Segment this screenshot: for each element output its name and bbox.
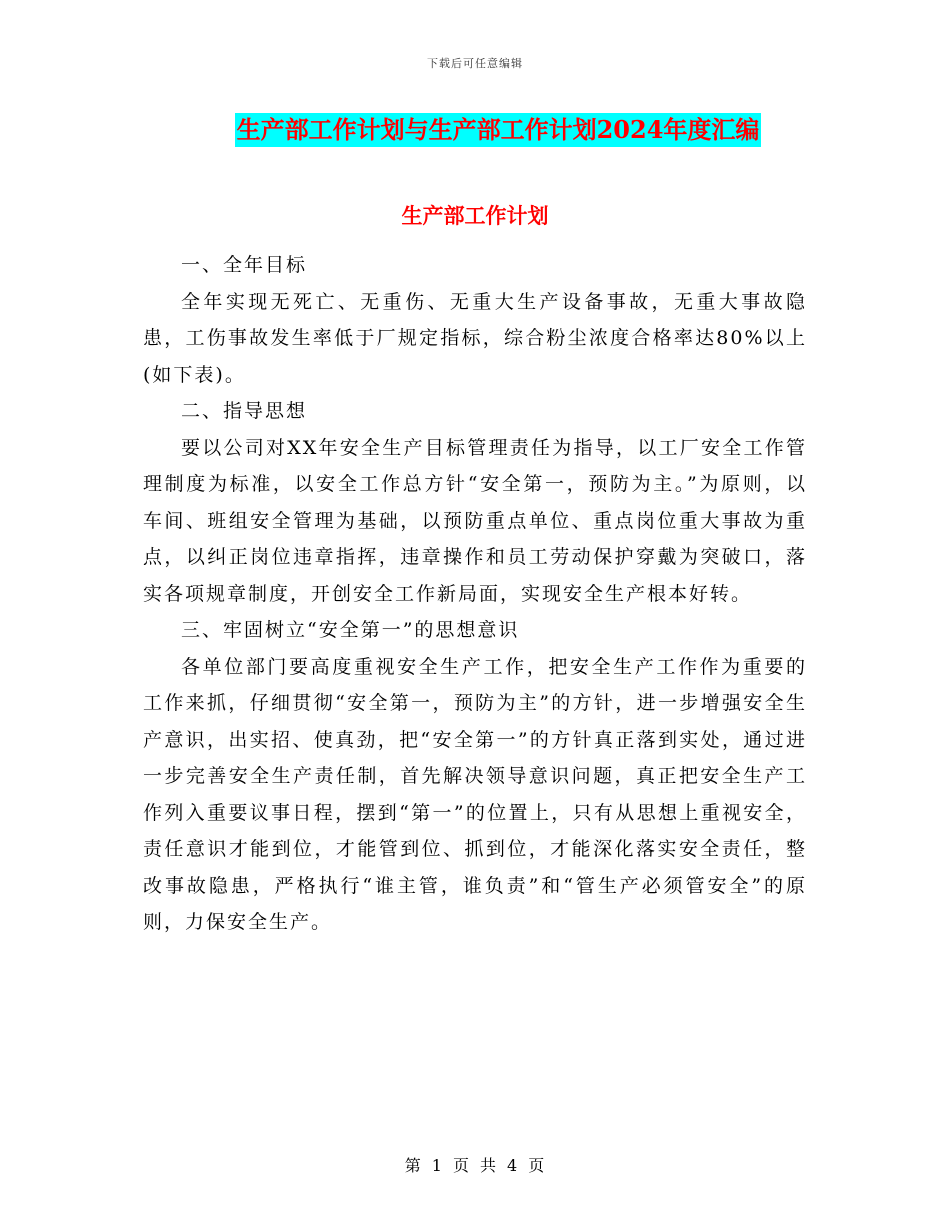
footer-total-pages: 4: [507, 1156, 519, 1175]
heading-goals: 一、全年目标: [181, 254, 308, 276]
paragraph-guiding-idea: 要以公司对XX年安全生产目标管理责任为指导，以工厂安全工作管理制度为标准，以安全工作总方针“安全第一，预防为主。”为原则，以车间、班组安全管理为基础，以预防重点单位、重点岗位重大事故为重点，以纠正岗位违章指挥，违章操作和员工劳动保护穿戴为突破口，落实各项规章制度，开创安全工作新局面，实现安全生产根本好转。: [143, 436, 807, 605]
heading-safety-awareness: 三、牢固树立“安全第一”的思想意识: [181, 619, 520, 641]
footer-page-number: 1: [431, 1156, 443, 1175]
page-footer: [0, 1153, 950, 1176]
paragraph-goals: 全年实现无死亡、无重伤、无重大生产设备事故，无重大事故隐患，工伤事故发生率低于厂规定指标，综合粉尘浓度合格率达80%以上(如下表)。: [143, 290, 807, 386]
document-body: [143, 247, 807, 941]
document-title-container: [0, 113, 950, 147]
footer-page-suffix: 页: [528, 1156, 546, 1175]
footer-page-prefix: 第: [404, 1156, 422, 1175]
paragraph-safety-awareness: 各单位部门要高度重视安全生产工作，把安全生产工作作为重要的工作来抓，仔细贯彻“安全第一，预防为主”的方针，进一步增强安全生产意识，出实招、使真劲，把“安全第一”的方针真正落到实处，通过进一步完善安全生产责任制，首先解决领导意识问题，真正把安全生产工作列入重要议事日程，摆到“第一”的位置上，只有从思想上重视安全，责任意识才能到位，才能管到位、抓到位，才能深化落实安全责任，整改事故隐患，严格执行“谁主管，谁负责”和“管生产必须管安全”的原则，力保安全生产。: [143, 655, 807, 933]
heading-guiding-idea: 二、指导思想: [181, 400, 308, 422]
document-title: 生产部工作计划与生产部工作计划2024年度汇编: [235, 113, 762, 147]
footer-total-word: 共: [480, 1156, 498, 1175]
section-title: 生产部工作计划: [401, 203, 549, 228]
page-header-note: 下载后可任意编辑: [427, 57, 523, 70]
footer-page-word: 页: [452, 1156, 470, 1175]
